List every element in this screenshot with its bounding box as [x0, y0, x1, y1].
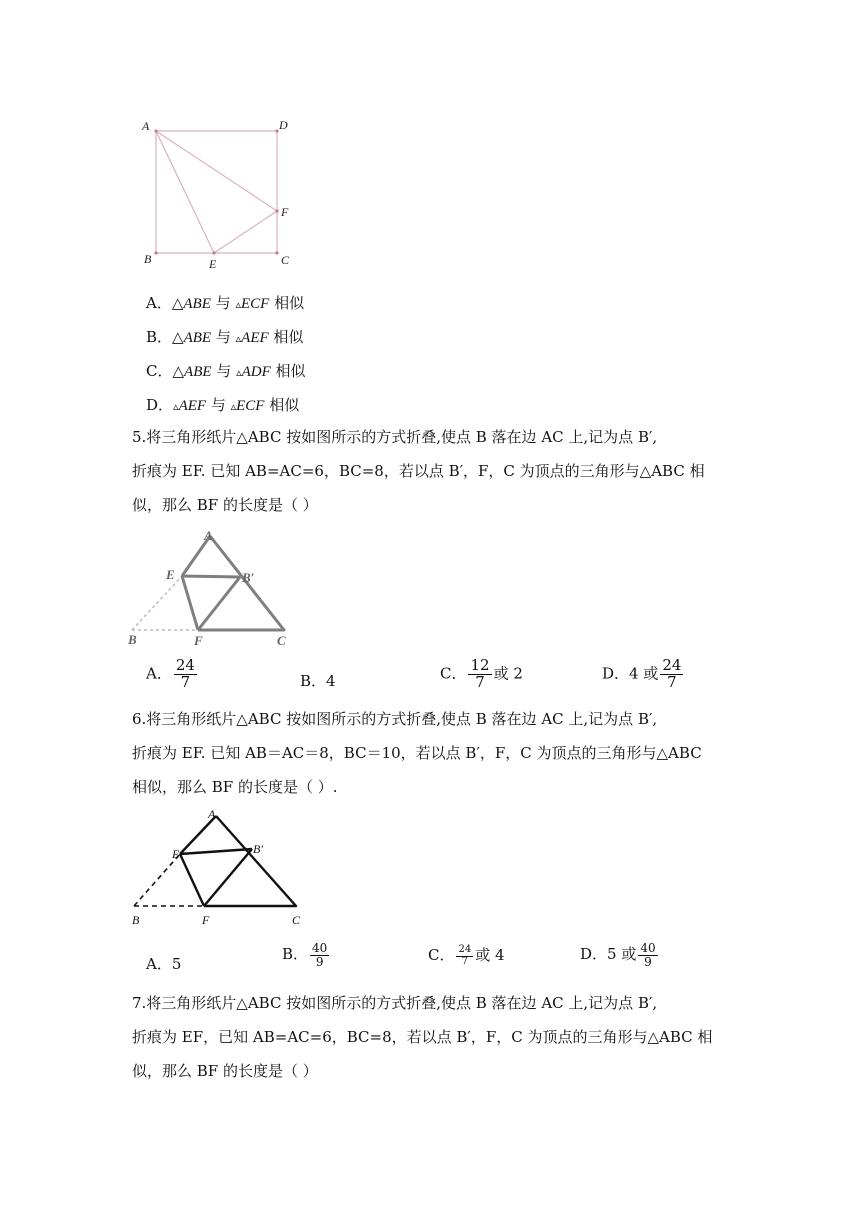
- q5-figure: [124, 526, 304, 652]
- q4-option-d[interactable]: D．▵AEF 与 ▵ECF 相似: [146, 396, 300, 414]
- q6-label-b: B: [132, 913, 140, 927]
- q5-option-b[interactable]: B．4: [300, 672, 336, 690]
- label-a: A: [142, 119, 150, 133]
- q5-label-c: C: [277, 633, 286, 648]
- q5-option-a[interactable]: A． $\frac{24}{7}$: [146, 656, 195, 691]
- label-b: B: [144, 252, 152, 266]
- q6-option-c[interactable]: C． $\frac{24}{7}$ 或 4: [428, 944, 505, 967]
- label-f: F: [281, 205, 289, 219]
- q5-label-b-prime: B′: [242, 570, 255, 585]
- q6-option-d[interactable]: D．5 或 $\frac{40}{9}$: [580, 941, 656, 969]
- q5-label-b: B: [128, 632, 137, 647]
- q6-figure: [124, 804, 314, 930]
- label-e: E: [209, 257, 217, 271]
- q5-label-f: F: [194, 633, 203, 648]
- q7-stem: 7.将三角形纸片△ABC 按如图所示的方式折叠,使点 B 落在边 AC 上,记为点 B′, 折痕为 EF，已知 AB=AC=6，BC=8，若以点 B′，F，C 为顶点的三角形与△ABC 相 似，那么 BF 的长度是（ ）: [132, 994, 713, 1080]
- q5-label-a: A: [204, 528, 213, 543]
- q6-label-a: A: [208, 807, 216, 821]
- square-figure: [136, 112, 306, 272]
- q5-option-d[interactable]: D．4 或 $\frac{24}{7}$: [602, 656, 682, 691]
- q6-label-e: E: [172, 847, 180, 861]
- q6-label-c: C: [292, 913, 301, 927]
- q5-option-c[interactable]: C． $\frac{12}{7}$ 或 2: [440, 656, 523, 691]
- q6-stem: 6.将三角形纸片△ABC 按如图所示的方式折叠,使点 B 落在边 AC 上,记为点 B′, 折痕为 EF. 已知 AB＝AC＝8，BC＝10，若以点 B′，F，C 为顶点的三角形与△ABC 相似，那么 BF 的长度是（ ）.: [132, 710, 702, 796]
- q6-option-b[interactable]: B． $\frac{40}{9}$: [282, 941, 328, 969]
- q4-option-c[interactable]: C．△ABE 与 ▵ADF 相似: [146, 362, 306, 380]
- q6-label-f: F: [202, 913, 210, 927]
- q6-label-b-prime: B′: [253, 842, 263, 856]
- label-c: C: [281, 253, 290, 267]
- q5-stem: 5.将三角形纸片△ABC 按如图所示的方式折叠,使点 B 落在边 AC 上,记为点 B′, 折痕为 EF. 已知 AB=AC=6，BC=8，若以点 B′，F，C 为顶点的三角形与△ABC 相 似，那么 BF 的长度是（ ）: [132, 428, 705, 514]
- q4-option-b[interactable]: B．△ABE 与 ▵AEF 相似: [146, 328, 304, 346]
- q6-option-a[interactable]: A．5: [146, 955, 182, 973]
- q5-label-e: E: [166, 567, 175, 582]
- label-d: D: [279, 118, 288, 132]
- q4-option-a[interactable]: A．△ABE 与 ▵ECF 相似: [146, 294, 305, 312]
